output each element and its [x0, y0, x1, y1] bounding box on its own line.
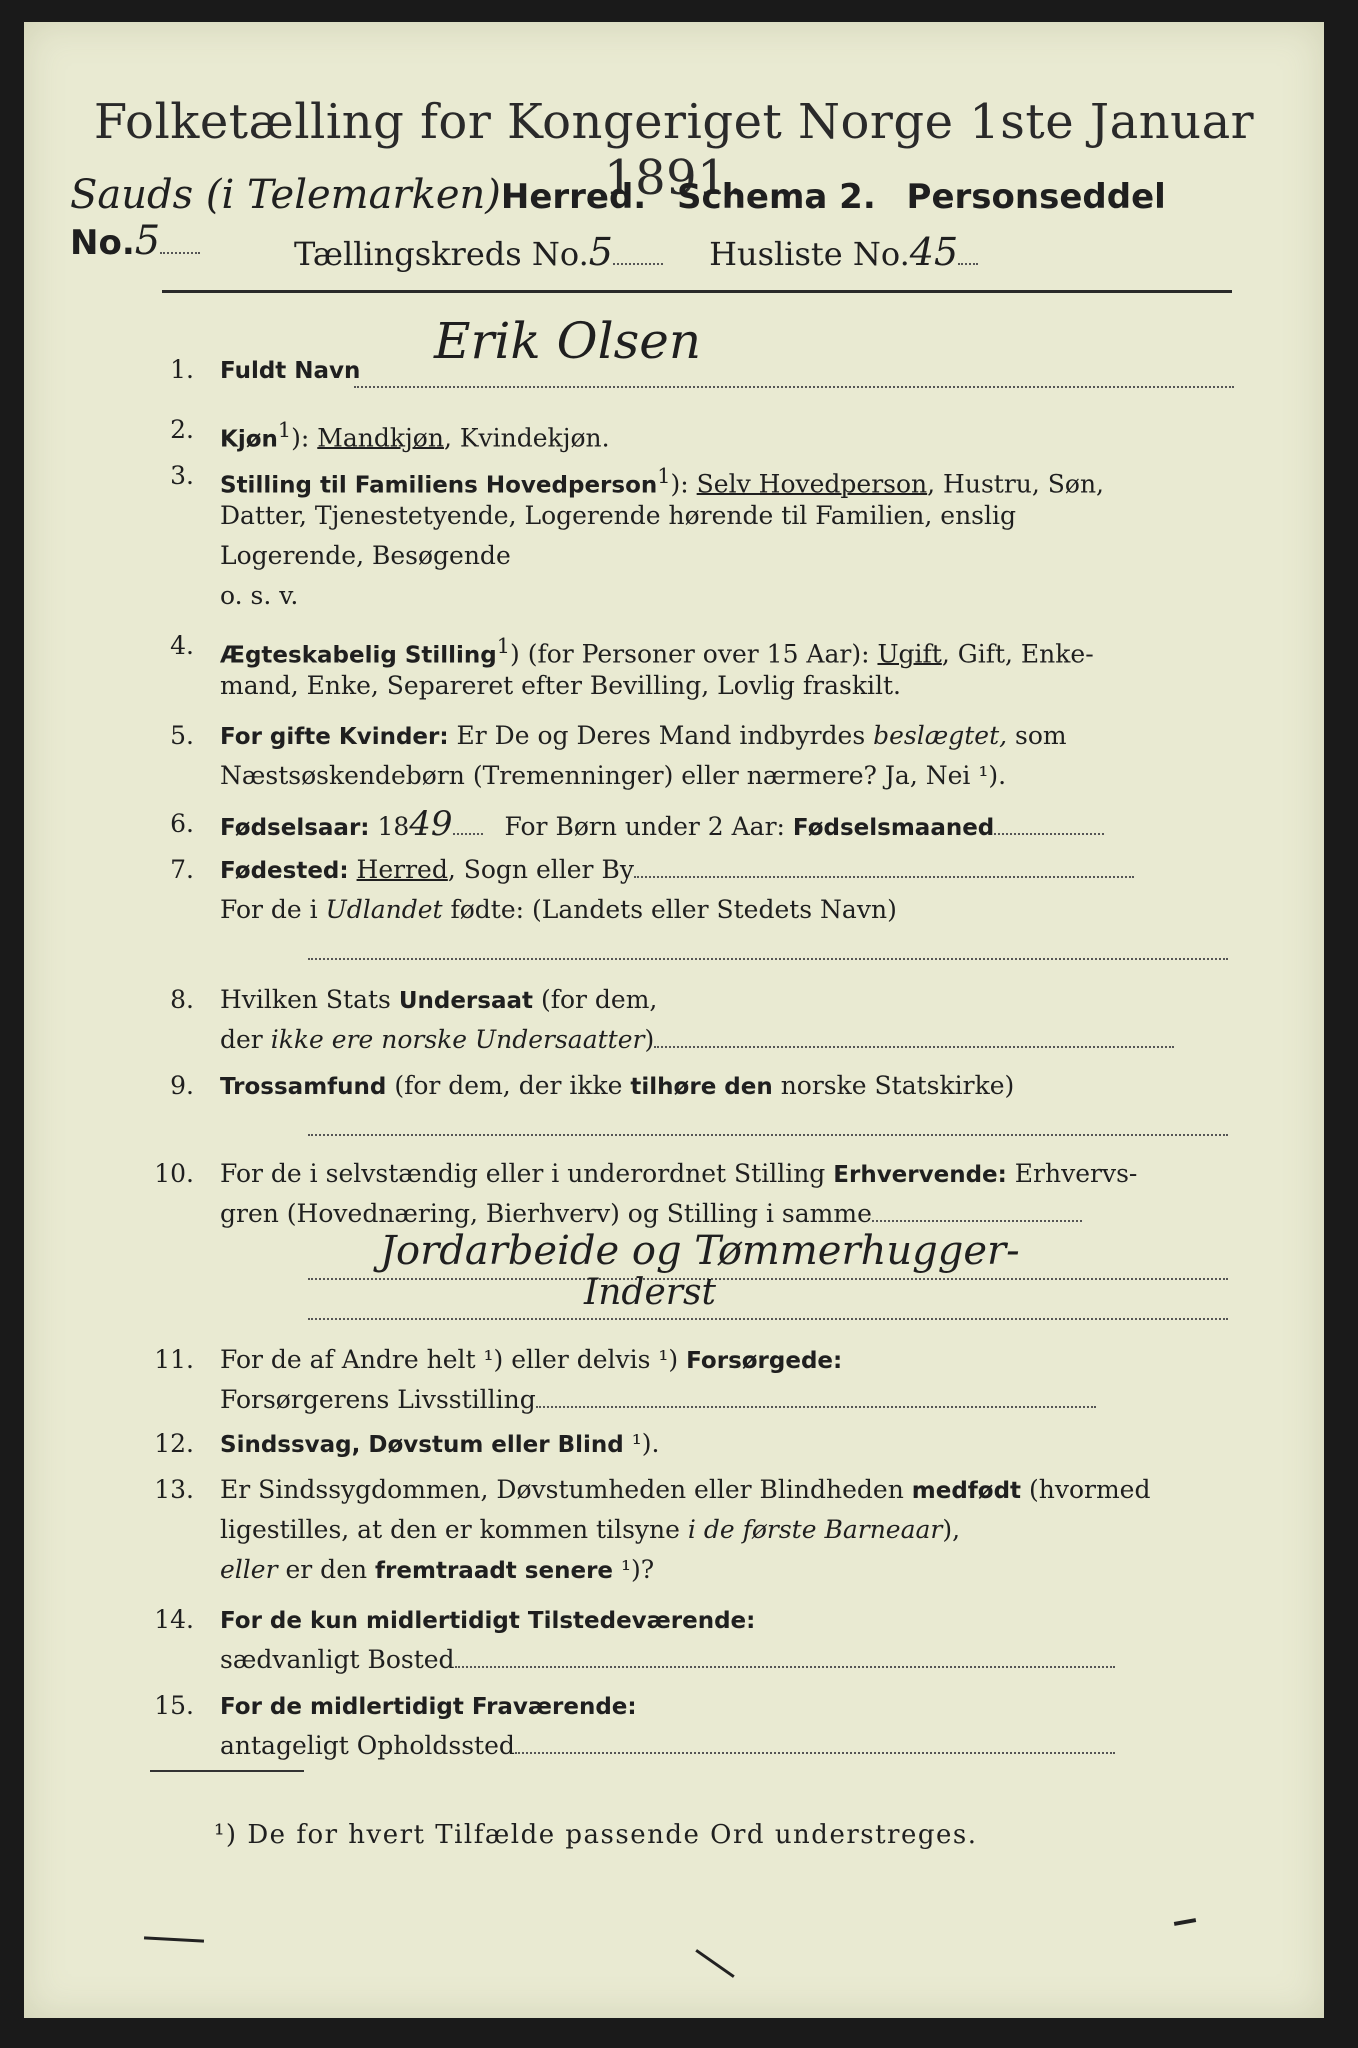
q6-mid: For Børn under 2 Aar:	[504, 812, 793, 841]
q6-month-dots	[994, 833, 1104, 835]
q14-line2: sædvanligt Bosted	[220, 1645, 455, 1674]
q14-number: 14.	[154, 1605, 194, 1634]
q1-label: Fuldt Navn	[220, 358, 361, 384]
form-title: Folketælling for Kongeriget Norge 1ste Januar 1891.	[93, 94, 1255, 206]
q10-handwritten-occupation: Jordarbeide og Tømmerhugger-	[380, 1228, 1020, 1274]
q13-line2-italic: i de første Barneaar	[687, 1515, 943, 1544]
q6-number: 6.	[170, 809, 194, 838]
q5-line2: Næstsøskendebørn (Tremenninger) eller nærmere? Ja, Nei ¹).	[220, 761, 1007, 790]
q4-sup: 1	[496, 634, 511, 658]
q9-number: 9.	[170, 1071, 194, 1100]
personseddel-handwritten: 5	[134, 218, 161, 264]
q3-sup: 1	[657, 464, 671, 488]
q8-line2a: der	[220, 1025, 271, 1054]
q2-number: 2.	[170, 415, 194, 444]
q5-text: Er De og Deres Mand indbyrdes	[448, 721, 874, 750]
ink-mark-bottom	[695, 1949, 734, 1978]
q2-option-kvindekjon: , Kvindekjøn.	[443, 423, 610, 453]
q6-label: Fødselsaar:	[220, 815, 370, 841]
q9-bold2: tilhøre den	[630, 1074, 773, 1100]
q2-option-mandkjon: Mandkjøn	[317, 423, 444, 453]
header-rule	[162, 290, 1232, 293]
q6-handwritten-year: 49	[409, 804, 453, 844]
q3-selected: Selv Hovedperson	[696, 469, 928, 499]
q1-number: 1.	[170, 355, 194, 384]
q3-colon: ):	[670, 469, 697, 499]
q15-label: For de midlertidigt Fraværende:	[220, 1694, 637, 1720]
husliste-handwritten: 45	[909, 230, 959, 274]
q4-selected: Ugift	[877, 639, 942, 669]
ink-mark-left	[144, 1936, 204, 1942]
q7-fill-line	[308, 958, 1228, 960]
herred-label: Herred.	[500, 177, 647, 217]
q10-line2: gren (Hovednæring, Bierhverv) og Stilling i samme	[220, 1199, 872, 1228]
personseddel-label: Personseddel No.	[70, 177, 1166, 263]
q4-rest: , Gift, Enke-	[941, 639, 1094, 669]
q2-label: Kjøn	[220, 426, 278, 453]
herred-handwritten: Sauds (i Telemarken)	[70, 172, 501, 218]
q10-text: For de i selvstændig eller i underordnet Stilling	[220, 1159, 834, 1188]
q3-label: Stilling til Familiens Hovedperson	[220, 472, 658, 499]
q15-dots	[515, 1752, 1115, 1754]
q13-line2a: ligestilles, at den er kommen tilsyne	[220, 1515, 688, 1544]
q4-mid: ) (for Personer over 15 Aar):	[510, 639, 878, 669]
q4-line2: mand, Enke, Separeret efter Bevilling, Lovlig fraskilt.	[220, 671, 901, 700]
kreds-label: Tællingskreds No.	[294, 235, 589, 273]
q9-fill-line	[308, 1134, 1228, 1136]
q7-line2a: For de i	[220, 895, 326, 924]
q7-dots	[634, 876, 1134, 878]
q3-rest: , Hustru, Søn,	[927, 469, 1104, 499]
q13-label: medfødt	[911, 1478, 1022, 1504]
q2-sup: 1	[277, 418, 292, 442]
q11-line2: Forsørgerens Livsstilling	[220, 1385, 536, 1414]
q10-handwritten-inderst: Inderst	[584, 1272, 716, 1313]
q10-label: Erhvervende:	[833, 1162, 1007, 1188]
q13-number: 13.	[154, 1475, 194, 1504]
q14-label: For de kun midlertidigt Tilstedeværende:	[220, 1608, 756, 1634]
q8-label: Undersaat	[398, 988, 533, 1014]
q9-label: Trossamfund	[220, 1074, 387, 1100]
ink-mark-right	[1174, 1918, 1196, 1926]
q8-dots	[654, 1046, 1174, 1048]
q7-line2-italic: Udlandet	[325, 895, 443, 924]
q1-fill-line	[354, 386, 1234, 388]
q3-line3: Logerende, Besøgende	[220, 541, 511, 570]
q4-label: Ægteskabelig Stilling	[220, 642, 497, 669]
q7-rest: , Sogn eller By	[447, 855, 634, 884]
schema-label: Schema 2.	[677, 177, 876, 217]
q11-dots	[536, 1406, 1096, 1408]
q5-italic: beslægtet,	[873, 721, 1008, 750]
header-kreds-line	[294, 230, 978, 274]
q12-end: ¹).	[623, 1429, 660, 1458]
footnote-rule	[150, 1770, 304, 1772]
q5-end: som	[1007, 721, 1067, 750]
q7-label: Fødested:	[220, 858, 349, 884]
q8-rest: (for dem,	[533, 985, 658, 1014]
footnote: ¹) De for hvert Tilfælde passende Ord understreges.	[214, 1820, 978, 1850]
q13-text: Er Sindssygdommen, Døvstumheden eller Blindheden	[220, 1475, 912, 1504]
q3-number: 3.	[170, 461, 194, 490]
q5-label: For gifte Kvinder:	[220, 724, 449, 750]
q3-line2: Datter, Tjenestetyende, Logerende hørende til Familien, enslig	[220, 501, 1017, 530]
q6-prefix: 18	[369, 812, 410, 841]
q1-handwritten-name: Erik Olsen	[434, 312, 702, 370]
q12-label: Sindssvag, Døvstum eller Blind	[220, 1432, 624, 1458]
q11-label: Forsørgede:	[686, 1348, 843, 1374]
q6-year-dots	[453, 833, 483, 835]
q13-line3-bold: fremtraadt senere	[375, 1558, 614, 1584]
q10-number: 10.	[154, 1159, 194, 1188]
personseddel-dots	[160, 252, 200, 254]
q13-line2b: ),	[942, 1515, 961, 1544]
q9-end: norske Statskirke)	[772, 1071, 1015, 1100]
q7-line2b: fødte: (Landets eller Stedets Navn)	[442, 895, 897, 924]
husliste-label: Husliste No.	[709, 235, 910, 273]
q8-line2-italic: ikke ere norske Undersaatter	[270, 1025, 645, 1054]
q15-number: 15.	[154, 1691, 194, 1720]
q2-rest: ):	[291, 423, 318, 453]
q8-number: 8.	[170, 985, 194, 1014]
q5-number: 5.	[170, 721, 194, 750]
q6-label2: Fødselsmaaned	[792, 815, 995, 841]
q15-line2: antageligt Opholdssted	[220, 1731, 515, 1760]
q8-line2b: )	[644, 1025, 655, 1054]
kreds-dots	[613, 263, 663, 265]
q3-line4: o. s. v.	[220, 581, 299, 610]
q8-text: Hvilken Stats	[220, 985, 399, 1014]
q13-end: (hvormed	[1021, 1475, 1151, 1504]
q11-text: For de af Andre helt ¹) eller delvis ¹)	[220, 1345, 687, 1374]
q10-fill-line-1	[308, 1278, 1228, 1280]
q9-rest: (for dem, der ikke	[386, 1071, 631, 1100]
q10-fill-line-2	[308, 1318, 1228, 1320]
q7-selected: Herred	[356, 855, 448, 884]
q10-line2-dots	[872, 1220, 1082, 1222]
q11-number: 11.	[154, 1345, 194, 1374]
q7-number: 7.	[170, 855, 194, 884]
kreds-handwritten: 5	[588, 230, 613, 274]
husliste-dots	[958, 263, 978, 265]
census-form-sheet	[24, 22, 1324, 2018]
q10-end: Erhvervs-	[1006, 1159, 1138, 1188]
q4-number: 4.	[170, 631, 194, 660]
q13-line3a: er den	[277, 1555, 376, 1584]
q13-line3b: ¹)?	[613, 1555, 655, 1584]
q13-line3-italic: eller	[220, 1555, 278, 1584]
q14-dots	[455, 1666, 1115, 1668]
q12-number: 12.	[154, 1429, 194, 1458]
